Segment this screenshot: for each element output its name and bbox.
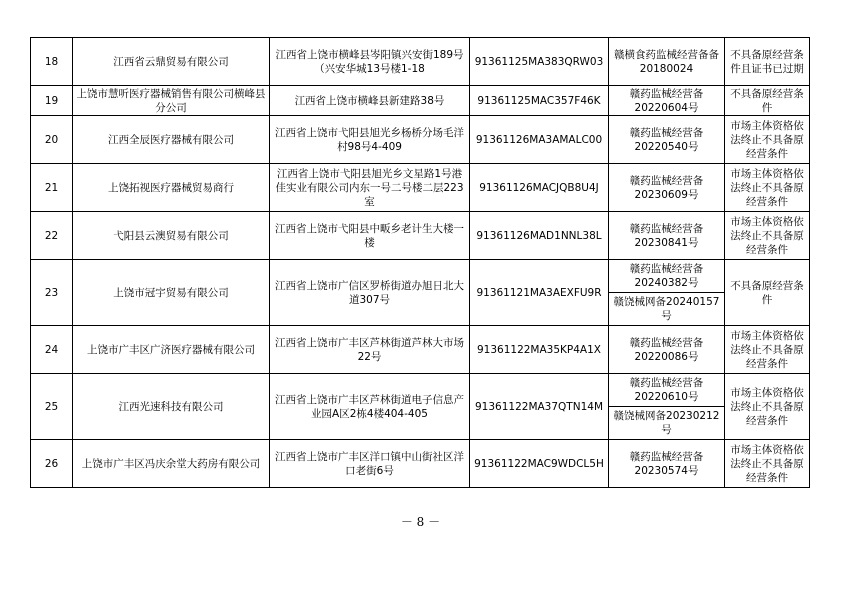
credit-code-cell: 91361126MAD1NNL38L — [470, 212, 609, 260]
page-number: － 8 － — [400, 515, 441, 529]
company-name-cell: 江西光速科技有限公司 — [73, 374, 270, 440]
cancel-reason-cell: 不具备原经营条件 — [725, 86, 810, 116]
license-cell: 赣药监械经营备20220086号 — [609, 326, 725, 374]
credit-code-cell: 91361125MAC357F46K — [470, 86, 609, 116]
license-cell: 赣药监械经营备20230574号 — [609, 440, 725, 488]
cancel-reason-cell: 市场主体资格依法终止不具备原经营条件 — [725, 326, 810, 374]
cancel-reason-cell: 不具备原经营条件 — [725, 260, 810, 326]
cancel-reason-cell: 不具备原经营条件且证书已过期 — [725, 38, 810, 86]
cancel-reason-cell: 市场主体资格依法终止不具备原经营条件 — [725, 116, 810, 164]
cancel-reason-cell: 市场主体资格依法终止不具备原经营条件 — [725, 440, 810, 488]
address-cell: 江西省上饶市广丰区洋口镇中山街社区洋口老街6号 — [270, 440, 470, 488]
row-number-cell: 25 — [31, 374, 73, 440]
company-name-cell: 江西省云鼎贸易有限公司 — [73, 38, 270, 86]
cancel-reason-cell: 市场主体资格依法终止不具备原经营条件 — [725, 164, 810, 212]
company-name-cell: 上饶市慧听医疗器械销售有限公司横峰县分公司 — [73, 86, 270, 116]
credit-code-cell: 91361125MA383QRW03 — [470, 38, 609, 86]
company-name-cell: 上饶市冠宇贸易有限公司 — [73, 260, 270, 326]
license-cell: 赣药监械经营备20220604号 — [609, 86, 725, 116]
row-number-cell: 23 — [31, 260, 73, 326]
table-row — [31, 260, 810, 293]
license-cell: 赣药监械经营备20220540号 — [609, 116, 725, 164]
credit-code-cell: 91361122MA35KP4A1X — [470, 326, 609, 374]
credit-code-cell: 91361126MACJQB8U4J — [470, 164, 609, 212]
table-row — [31, 440, 810, 488]
row-number-cell: 20 — [31, 116, 73, 164]
table-row — [31, 326, 810, 374]
address-cell: 江西省上饶市广信区罗桥街道办旭日北大道307号 — [270, 260, 470, 326]
license-cell: 赣横食药监械经营备备20180024 — [609, 38, 725, 86]
credit-code-cell: 91361122MAC9WDCL5H — [470, 440, 609, 488]
cancel-reason-cell: 市场主体资格依法终止不具备原经营条件 — [725, 374, 810, 440]
row-number-cell: 22 — [31, 212, 73, 260]
address-cell: 江西省上饶市横峰县新建路38号 — [270, 86, 470, 116]
row-number-cell: 18 — [31, 38, 73, 86]
address-cell: 江西省上饶市弋阳县旭光乡文星路1号港佳实业有限公司内东一号二号楼二层223室 — [270, 164, 470, 212]
credit-code-cell: 91361121MA3AEXFU9R — [470, 260, 609, 326]
table-row — [31, 86, 810, 116]
address-cell: 江西省上饶市广丰区芦林街道芦林大市场22号 — [270, 326, 470, 374]
license-cell: 赣药监械经营备20240382号 — [609, 260, 725, 293]
address-cell: 江西省上饶市横峰县岑阳镇兴安街189号（兴安华城13号楼1-18 — [270, 38, 470, 86]
company-name-cell: 江西全辰医疗器械有限公司 — [73, 116, 270, 164]
license-cell: 赣药监械经营备20220610号 — [609, 374, 725, 407]
credit-code-cell: 91361122MA37QTN14M — [470, 374, 609, 440]
row-number-cell: 21 — [31, 164, 73, 212]
table-row — [31, 38, 810, 86]
address-cell: 江西省上饶市弋阳县旭光乡杨桥分场毛洋村98号4-409 — [270, 116, 470, 164]
address-cell: 江西省上饶市弋阳县中畈乡老计生大楼一楼 — [270, 212, 470, 260]
table-row — [31, 212, 810, 260]
company-name-cell: 上饶拓视医疗器械贸易商行 — [73, 164, 270, 212]
registry-table — [30, 37, 810, 488]
license-cell: 赣饶械网备20230212号 — [609, 407, 725, 440]
row-number-cell: 19 — [31, 86, 73, 116]
company-name-cell: 弋阳县云澳贸易有限公司 — [73, 212, 270, 260]
license-cell: 赣药监械经营备20230841号 — [609, 212, 725, 260]
license-cell: 赣药监械经营备20230609号 — [609, 164, 725, 212]
table-row — [31, 116, 810, 164]
license-cell: 赣饶械网备20240157号 — [609, 293, 725, 326]
row-number-cell: 26 — [31, 440, 73, 488]
table-row — [31, 164, 810, 212]
company-name-cell: 上饶市广丰区冯庆余堂大药房有限公司 — [73, 440, 270, 488]
row-number-cell: 24 — [31, 326, 73, 374]
address-cell: 江西省上饶市广丰区芦林街道电子信息产业园A区2栋4楼404-405 — [270, 374, 470, 440]
credit-code-cell: 91361126MA3AMALC00 — [470, 116, 609, 164]
cancel-reason-cell: 市场主体资格依法终止不具备原经营条件 — [725, 212, 810, 260]
company-name-cell: 上饶市广丰区广济医疗器械有限公司 — [73, 326, 270, 374]
table-row — [31, 374, 810, 407]
